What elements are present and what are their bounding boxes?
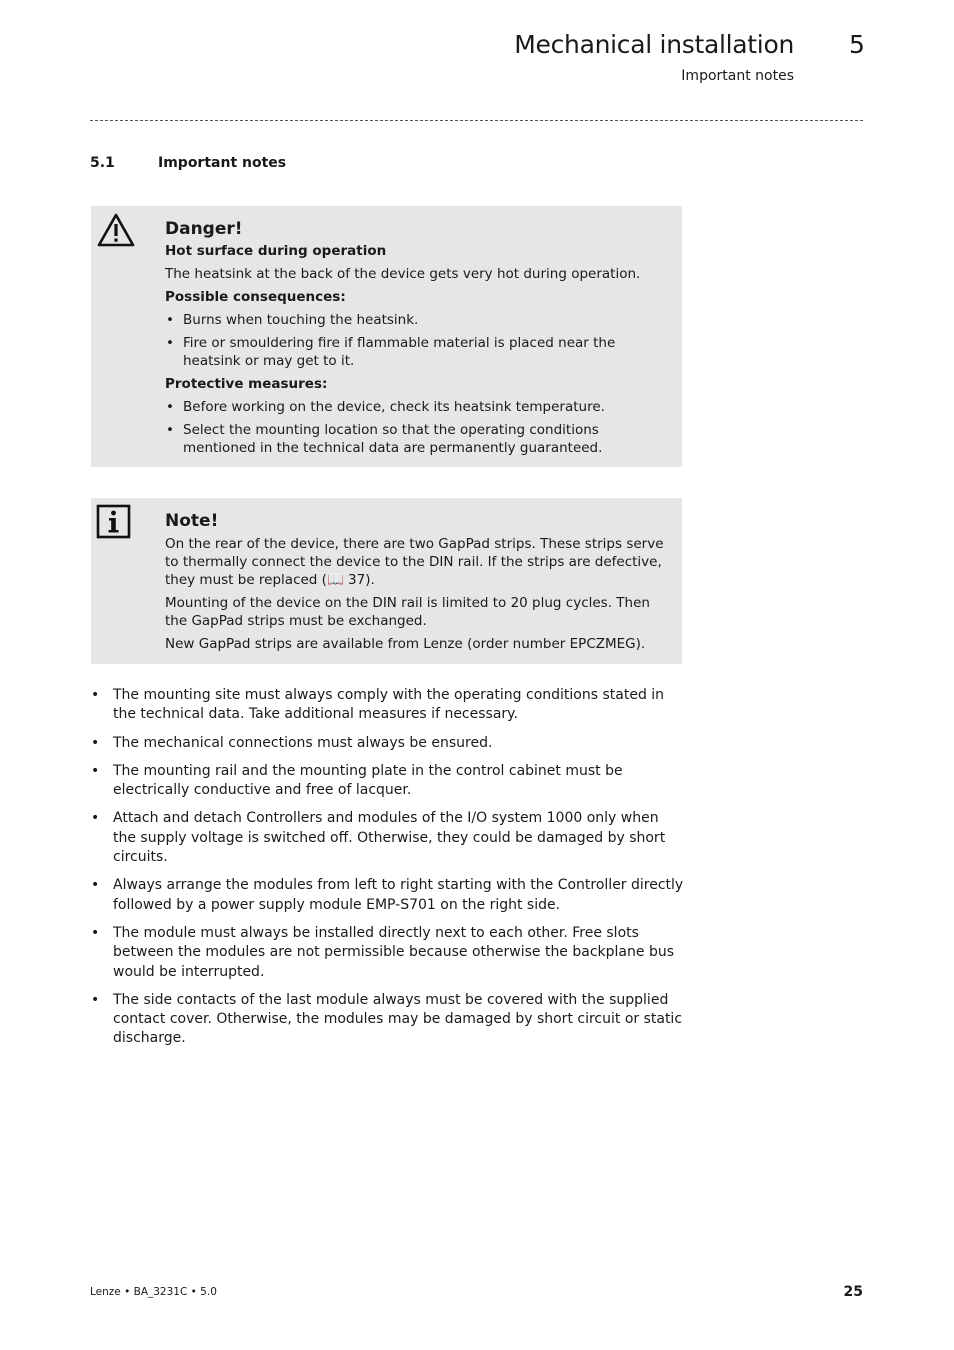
danger-body [165, 220, 675, 457]
chapter-subtitle: Important notes [681, 68, 794, 84]
note-paragraph: New GapPad strips are available from Lenze (order number EPCZMEG). [165, 636, 646, 652]
page-number: 25 [843, 1284, 863, 1300]
consequence-item: • Burns when touching the heatsink. [165, 311, 675, 329]
book-icon: 📖 [326, 572, 344, 588]
list-item: • Attach and detach Controllers and modules of the I/O system 1000 only when the supply voltage is switched off. Otherwise, they could be damaged by short circuits. [90, 809, 685, 867]
note-paragraph [165, 535, 675, 589]
chapter-number: 5 [849, 30, 865, 59]
measure-item: • Select the mounting location so that the operating conditions mentioned in the technical data are permanently guaranteed. [165, 421, 675, 457]
section-heading [90, 155, 286, 171]
section-number: 5.1 [90, 155, 115, 171]
danger-heading: Hot surface during operation [165, 243, 387, 259]
list-item: • The side contacts of the last module always must be covered with the supplied contact cover. Otherwise, the modules may be damaged by short circuit or static discharge. [90, 991, 685, 1049]
note-paragraph: Mounting of the device on the DIN rail is limited to 20 plug cycles. Then the GapPad strips must be exchanged. [165, 595, 650, 629]
measure-item: • Before working on the device, check its heatsink temperature. [165, 398, 675, 416]
danger-title: Danger! [165, 219, 243, 239]
danger-box [91, 206, 682, 467]
note-text: On the rear of the device, there are two GapPad strips. These strips serve to thermally connect the device to the DIN rail. If the strips are defective, they must be replaced ( [165, 536, 664, 588]
list-item: • The mounting rail and the mounting plate in the control cabinet must be electrically conductive and free of lacquer. [90, 762, 685, 801]
info-icon [96, 504, 132, 544]
note-text: ). [365, 572, 375, 588]
consequence-item: • Fire or smouldering fire if flammable material is placed near the heatsink or may get to it. [165, 334, 675, 370]
section-title: Important notes [158, 155, 287, 171]
page-reference[interactable]: 37 [348, 572, 366, 588]
note-body [165, 512, 675, 653]
requirements-list [90, 686, 685, 1058]
footer-doc-ref: Lenze • BA_3231C • 5.0 [90, 1286, 217, 1298]
note-title: Note! [165, 511, 219, 531]
danger-text: The heatsink at the back of the device gets very hot during operation. [165, 266, 641, 282]
measures-label: Protective measures: [165, 376, 328, 392]
header-divider [90, 120, 863, 121]
list-item: • The module must always be installed directly next to each other. Free slots between the modules are not permissible because otherwise the backplane bus would be interrupted. [90, 924, 685, 982]
list-item: • Always arrange the modules from left to right starting with the Controller directly followed by a power supply module EMP-S701 on the right side. [90, 876, 685, 915]
chapter-title: Mechanical installation [514, 30, 794, 59]
list-item: • The mounting site must always comply with the operating conditions stated in the technical data. Take additional measures if necessary. [90, 686, 685, 725]
list-item: • The mechanical connections must always be ensured. [90, 734, 685, 753]
consequences-label: Possible consequences: [165, 289, 346, 305]
note-box [91, 498, 682, 664]
warning-triangle-icon [96, 212, 136, 252]
